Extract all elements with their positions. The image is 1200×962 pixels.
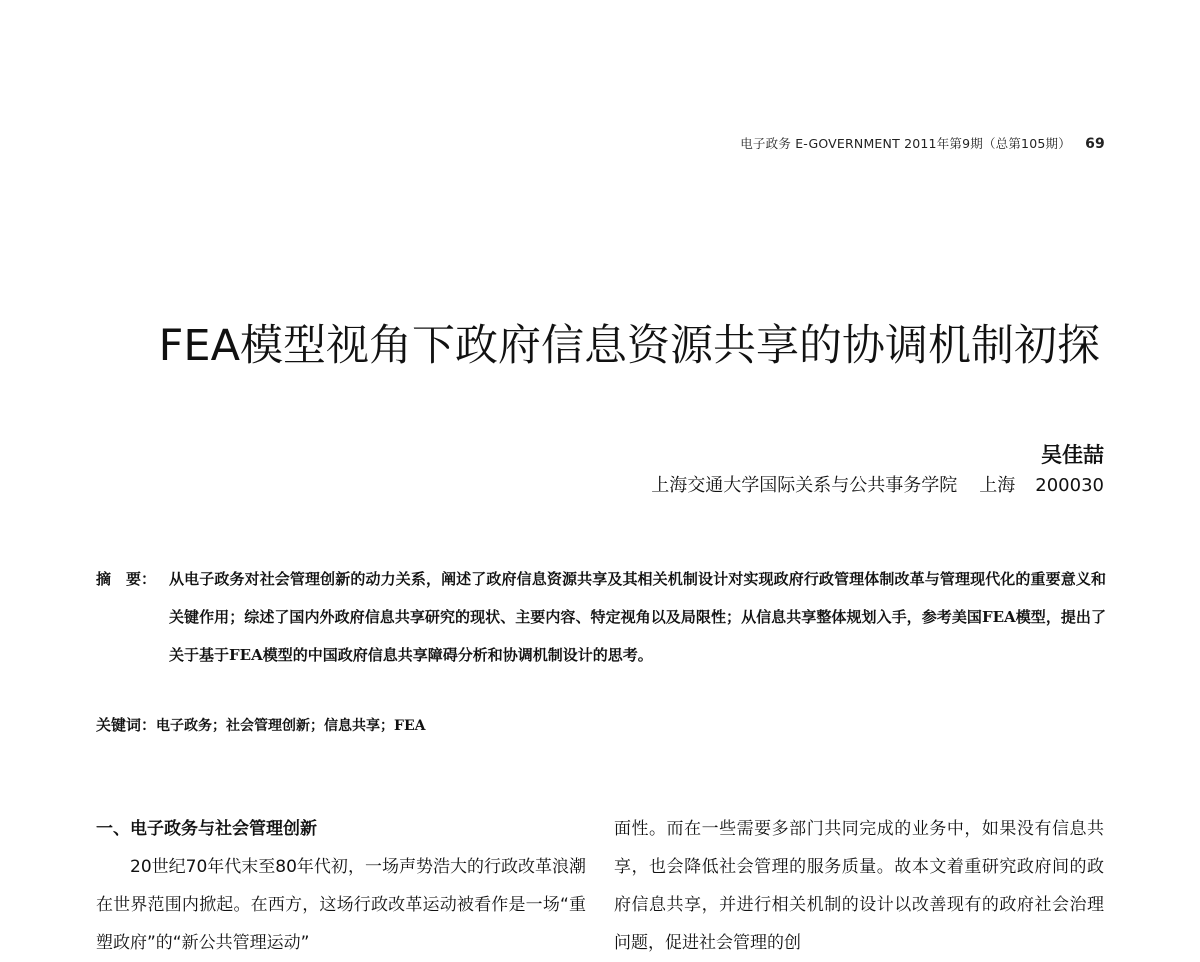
affiliation-city: 上海 (979, 475, 1016, 496)
article-title: FEA模型视角下政府信息资源共享的协调机制初探 (158, 321, 1100, 371)
abstract (96, 560, 1106, 674)
keywords-label: 关键词： (96, 716, 157, 734)
body-paragraph: 面性。而在一些需要多部门共同完成的业务中，如果没有信息共享，也会降低社会管理的服务质量。故本文着重研究政府间的政府信息共享，并进行相关机制的设计以改善现有的政府社会治理问题，促进社会管理的创 (614, 819, 1104, 953)
running-head (740, 134, 1105, 152)
body-right-column (614, 810, 1104, 962)
affiliation-postcode: 200030 (1035, 475, 1104, 496)
abstract-label: 摘 要： (96, 570, 157, 588)
author-affiliation (651, 471, 1104, 497)
journal-info: 电子政务 E-GOVERNMENT 2011年第9期（总第105期） (740, 136, 1071, 151)
page-number: 69 (1085, 136, 1105, 152)
abstract-text: 从电子政务对社会管理创新的动力关系，阐述了政府信息资源共享及其相关机制设计对实现政府行政管理体制改革与管理现代化的重要意义和关键作用；综述了国内外政府信息共享研究的现状、主要内容、特定视角以及局限性；从信息共享整体规划入手，参考美国FEA模型，提出了关于基于FEA模型的中国政府信息共享障碍分析和协调机制设计的思考。 (169, 570, 1106, 664)
body-paragraph: 20世纪70年代末至80年代初，一场声势浩大的行政改革浪潮在世界范围内掀起。在西方，这场行政改革运动被看作是一场“重塑政府”的“新公共管理运动” (96, 857, 586, 953)
body-left-column (96, 810, 586, 962)
author-name: 吴佳喆 (1041, 443, 1104, 467)
affiliation-institution: 上海交通大学国际关系与公共事务学院 (651, 475, 958, 496)
keywords (96, 714, 426, 735)
keywords-text: 电子政务；社会管理创新；信息共享；FEA (156, 718, 426, 734)
section-heading: 一、电子政务与社会管理创新 (96, 819, 317, 839)
